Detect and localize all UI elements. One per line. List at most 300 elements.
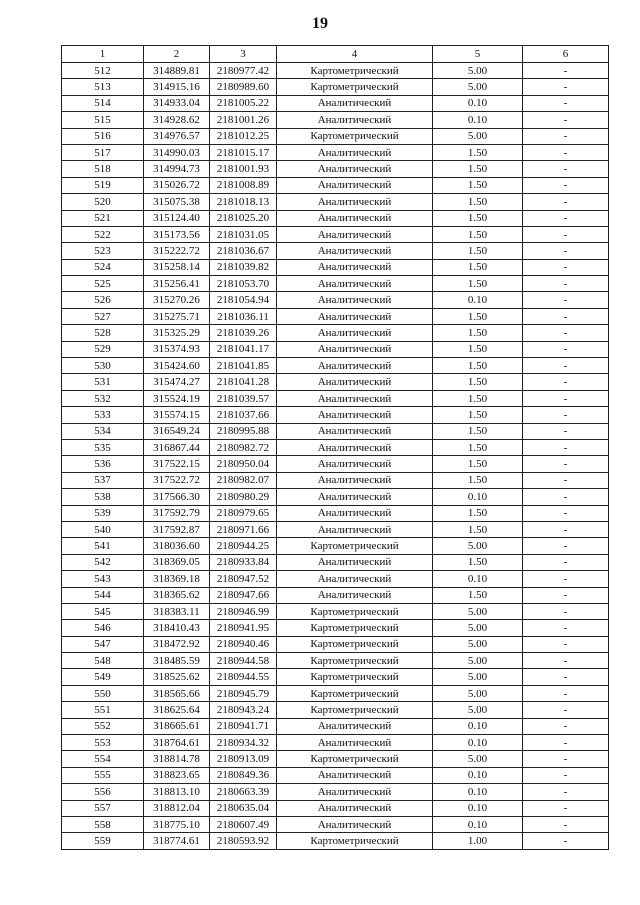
x-coordinate-cell: 315173.56 — [144, 226, 210, 242]
accuracy-cell: 0.10 — [433, 571, 523, 587]
y-coordinate-cell: 2181001.26 — [210, 112, 277, 128]
point-number-cell: 556 — [62, 784, 144, 800]
table-row — [62, 390, 609, 406]
x-coordinate-cell: 314915.16 — [144, 79, 210, 95]
table-row — [62, 685, 609, 701]
description-cell: - — [523, 603, 609, 619]
x-coordinate-cell: 314976.57 — [144, 128, 210, 144]
x-coordinate-cell: 315124.40 — [144, 210, 210, 226]
y-coordinate-cell: 2180944.58 — [210, 653, 277, 669]
method-cell: Аналитический — [277, 472, 433, 488]
table-row — [62, 767, 609, 783]
table-row — [62, 718, 609, 734]
description-cell: - — [523, 112, 609, 128]
method-cell: Картометрический — [277, 751, 433, 767]
x-coordinate-cell: 317522.15 — [144, 456, 210, 472]
y-coordinate-cell: 2181041.17 — [210, 341, 277, 357]
y-coordinate-cell: 2181054.94 — [210, 292, 277, 308]
y-coordinate-cell: 2180944.25 — [210, 538, 277, 554]
column-header-5: 5 — [433, 46, 523, 63]
x-coordinate-cell: 318775.10 — [144, 816, 210, 832]
point-number-cell: 546 — [62, 620, 144, 636]
x-coordinate-cell: 315524.19 — [144, 390, 210, 406]
accuracy-cell: 0.10 — [433, 767, 523, 783]
method-cell: Аналитический — [277, 423, 433, 439]
method-cell: Аналитический — [277, 718, 433, 734]
method-cell: Аналитический — [277, 767, 433, 783]
table-row — [62, 358, 609, 374]
x-coordinate-cell: 316549.24 — [144, 423, 210, 439]
column-header-4: 4 — [277, 46, 433, 63]
point-number-cell: 554 — [62, 751, 144, 767]
accuracy-cell: 1.50 — [433, 144, 523, 160]
table-row — [62, 95, 609, 111]
method-cell: Аналитический — [277, 358, 433, 374]
description-cell: - — [523, 292, 609, 308]
accuracy-cell: 5.00 — [433, 653, 523, 669]
accuracy-cell: 5.00 — [433, 620, 523, 636]
coordinates-table — [61, 45, 609, 850]
x-coordinate-cell: 318764.61 — [144, 735, 210, 751]
description-cell: - — [523, 767, 609, 783]
method-cell: Картометрический — [277, 653, 433, 669]
y-coordinate-cell: 2180977.42 — [210, 63, 277, 79]
description-cell: - — [523, 833, 609, 849]
y-coordinate-cell: 2181039.82 — [210, 259, 277, 275]
point-number-cell: 532 — [62, 390, 144, 406]
table-row — [62, 784, 609, 800]
point-number-cell: 522 — [62, 226, 144, 242]
x-coordinate-cell: 315222.72 — [144, 243, 210, 259]
x-coordinate-cell: 315256.41 — [144, 276, 210, 292]
x-coordinate-cell: 318665.61 — [144, 718, 210, 734]
method-cell: Аналитический — [277, 177, 433, 193]
description-cell: - — [523, 472, 609, 488]
point-number-cell: 541 — [62, 538, 144, 554]
point-number-cell: 525 — [62, 276, 144, 292]
y-coordinate-cell: 2181036.11 — [210, 308, 277, 324]
method-cell: Аналитический — [277, 325, 433, 341]
table-row — [62, 505, 609, 521]
x-coordinate-cell: 318625.64 — [144, 702, 210, 718]
table-row — [62, 603, 609, 619]
table-row — [62, 489, 609, 505]
y-coordinate-cell: 2180944.55 — [210, 669, 277, 685]
x-coordinate-cell: 315374.93 — [144, 341, 210, 357]
table-row — [62, 161, 609, 177]
accuracy-cell: 5.00 — [433, 669, 523, 685]
description-cell: - — [523, 341, 609, 357]
accuracy-cell: 0.10 — [433, 718, 523, 734]
point-number-cell: 517 — [62, 144, 144, 160]
y-coordinate-cell: 2181037.66 — [210, 407, 277, 423]
table-row — [62, 554, 609, 570]
point-number-cell: 520 — [62, 194, 144, 210]
table-row — [62, 800, 609, 816]
y-coordinate-cell: 2181041.85 — [210, 358, 277, 374]
accuracy-cell: 1.50 — [433, 210, 523, 226]
description-cell: - — [523, 95, 609, 111]
x-coordinate-cell: 318369.18 — [144, 571, 210, 587]
description-cell: - — [523, 128, 609, 144]
y-coordinate-cell: 2180849.36 — [210, 767, 277, 783]
x-coordinate-cell: 318812.04 — [144, 800, 210, 816]
description-cell: - — [523, 423, 609, 439]
table-row — [62, 144, 609, 160]
method-cell: Аналитический — [277, 374, 433, 390]
y-coordinate-cell: 2181015.17 — [210, 144, 277, 160]
accuracy-cell: 1.50 — [433, 390, 523, 406]
method-cell: Аналитический — [277, 571, 433, 587]
description-cell: - — [523, 194, 609, 210]
description-cell: - — [523, 816, 609, 832]
x-coordinate-cell: 315075.38 — [144, 194, 210, 210]
accuracy-cell: 1.50 — [433, 243, 523, 259]
y-coordinate-cell: 2180947.52 — [210, 571, 277, 587]
point-number-cell: 544 — [62, 587, 144, 603]
accuracy-cell: 0.10 — [433, 112, 523, 128]
method-cell: Аналитический — [277, 407, 433, 423]
method-cell: Аналитический — [277, 489, 433, 505]
description-cell: - — [523, 243, 609, 259]
method-cell: Аналитический — [277, 308, 433, 324]
description-cell: - — [523, 751, 609, 767]
x-coordinate-cell: 315258.14 — [144, 259, 210, 275]
method-cell: Картометрический — [277, 79, 433, 95]
method-cell: Аналитический — [277, 505, 433, 521]
y-coordinate-cell: 2181053.70 — [210, 276, 277, 292]
method-cell: Аналитический — [277, 194, 433, 210]
x-coordinate-cell: 318383.11 — [144, 603, 210, 619]
accuracy-cell: 0.10 — [433, 292, 523, 308]
point-number-cell: 531 — [62, 374, 144, 390]
method-cell: Картометрический — [277, 620, 433, 636]
method-cell: Картометрический — [277, 128, 433, 144]
accuracy-cell: 1.50 — [433, 259, 523, 275]
method-cell: Аналитический — [277, 292, 433, 308]
y-coordinate-cell: 2181001.93 — [210, 161, 277, 177]
point-number-cell: 542 — [62, 554, 144, 570]
x-coordinate-cell: 314990.03 — [144, 144, 210, 160]
point-number-cell: 529 — [62, 341, 144, 357]
point-number-cell: 540 — [62, 521, 144, 537]
x-coordinate-cell: 318485.59 — [144, 653, 210, 669]
page-number: 19 — [312, 15, 328, 32]
method-cell: Аналитический — [277, 735, 433, 751]
y-coordinate-cell: 2181036.67 — [210, 243, 277, 259]
table-row — [62, 374, 609, 390]
table-row — [62, 276, 609, 292]
accuracy-cell: 5.00 — [433, 79, 523, 95]
description-cell: - — [523, 538, 609, 554]
description-cell: - — [523, 308, 609, 324]
point-number-cell: 545 — [62, 603, 144, 619]
table-row — [62, 439, 609, 455]
y-coordinate-cell: 2180982.07 — [210, 472, 277, 488]
table-row — [62, 620, 609, 636]
x-coordinate-cell: 318774.61 — [144, 833, 210, 849]
y-coordinate-cell: 2180941.71 — [210, 718, 277, 734]
y-coordinate-cell: 2180943.24 — [210, 702, 277, 718]
accuracy-cell: 0.10 — [433, 735, 523, 751]
description-cell: - — [523, 521, 609, 537]
point-number-cell: 553 — [62, 735, 144, 751]
point-number-cell: 533 — [62, 407, 144, 423]
method-cell: Картометрический — [277, 833, 433, 849]
method-cell: Аналитический — [277, 456, 433, 472]
table-row — [62, 587, 609, 603]
point-number-cell: 526 — [62, 292, 144, 308]
x-coordinate-cell: 315574.15 — [144, 407, 210, 423]
point-number-cell: 538 — [62, 489, 144, 505]
point-number-cell: 521 — [62, 210, 144, 226]
accuracy-cell: 1.00 — [433, 833, 523, 849]
x-coordinate-cell: 314933.04 — [144, 95, 210, 111]
accuracy-cell: 1.50 — [433, 194, 523, 210]
accuracy-cell: 1.50 — [433, 554, 523, 570]
point-number-cell: 534 — [62, 423, 144, 439]
accuracy-cell: 1.50 — [433, 472, 523, 488]
description-cell: - — [523, 800, 609, 816]
description-cell: - — [523, 718, 609, 734]
y-coordinate-cell: 2180982.72 — [210, 439, 277, 455]
table-row — [62, 112, 609, 128]
y-coordinate-cell: 2180980.29 — [210, 489, 277, 505]
accuracy-cell: 5.00 — [433, 636, 523, 652]
point-number-cell: 548 — [62, 653, 144, 669]
description-cell: - — [523, 161, 609, 177]
table-row — [62, 456, 609, 472]
method-cell: Аналитический — [277, 341, 433, 357]
point-number-cell: 527 — [62, 308, 144, 324]
point-number-cell: 551 — [62, 702, 144, 718]
point-number-cell: 536 — [62, 456, 144, 472]
method-cell: Аналитический — [277, 521, 433, 537]
description-cell: - — [523, 63, 609, 79]
table-row — [62, 292, 609, 308]
accuracy-cell: 1.50 — [433, 374, 523, 390]
x-coordinate-cell: 317592.79 — [144, 505, 210, 521]
description-cell: - — [523, 702, 609, 718]
y-coordinate-cell: 2180593.92 — [210, 833, 277, 849]
accuracy-cell: 1.50 — [433, 177, 523, 193]
point-number-cell: 557 — [62, 800, 144, 816]
y-coordinate-cell: 2181018.13 — [210, 194, 277, 210]
table-row — [62, 751, 609, 767]
method-cell: Картометрический — [277, 63, 433, 79]
y-coordinate-cell: 2181041.28 — [210, 374, 277, 390]
accuracy-cell: 5.00 — [433, 685, 523, 701]
method-cell: Аналитический — [277, 587, 433, 603]
method-cell: Аналитический — [277, 554, 433, 570]
table-row — [62, 521, 609, 537]
table-row — [62, 63, 609, 79]
point-number-cell: 547 — [62, 636, 144, 652]
table-row — [62, 472, 609, 488]
x-coordinate-cell: 318814.78 — [144, 751, 210, 767]
accuracy-cell: 5.00 — [433, 603, 523, 619]
method-cell: Аналитический — [277, 95, 433, 111]
description-cell: - — [523, 325, 609, 341]
point-number-cell: 537 — [62, 472, 144, 488]
column-header-6: 6 — [523, 46, 609, 63]
method-cell: Аналитический — [277, 226, 433, 242]
point-number-cell: 519 — [62, 177, 144, 193]
y-coordinate-cell: 2180635.04 — [210, 800, 277, 816]
header-row — [62, 46, 609, 63]
y-coordinate-cell: 2180607.49 — [210, 816, 277, 832]
method-cell: Картометрический — [277, 636, 433, 652]
x-coordinate-cell: 317592.87 — [144, 521, 210, 537]
x-coordinate-cell: 318410.43 — [144, 620, 210, 636]
table-row — [62, 423, 609, 439]
y-coordinate-cell: 2180913.09 — [210, 751, 277, 767]
method-cell: Аналитический — [277, 390, 433, 406]
accuracy-cell: 1.50 — [433, 341, 523, 357]
point-number-cell: 543 — [62, 571, 144, 587]
description-cell: - — [523, 636, 609, 652]
accuracy-cell: 0.10 — [433, 489, 523, 505]
accuracy-cell: 1.50 — [433, 439, 523, 455]
table-row — [62, 407, 609, 423]
y-coordinate-cell: 2180663.39 — [210, 784, 277, 800]
point-number-cell: 523 — [62, 243, 144, 259]
y-coordinate-cell: 2180971.66 — [210, 521, 277, 537]
accuracy-cell: 1.50 — [433, 276, 523, 292]
y-coordinate-cell: 2181012.25 — [210, 128, 277, 144]
table-row — [62, 259, 609, 275]
description-cell: - — [523, 784, 609, 800]
method-cell: Аналитический — [277, 161, 433, 177]
x-coordinate-cell: 318365.62 — [144, 587, 210, 603]
x-coordinate-cell: 316867.44 — [144, 439, 210, 455]
accuracy-cell: 1.50 — [433, 407, 523, 423]
method-cell: Аналитический — [277, 784, 433, 800]
y-coordinate-cell: 2180995.88 — [210, 423, 277, 439]
accuracy-cell: 0.10 — [433, 816, 523, 832]
accuracy-cell: 5.00 — [433, 751, 523, 767]
point-number-cell: 530 — [62, 358, 144, 374]
table-row — [62, 816, 609, 832]
method-cell: Аналитический — [277, 112, 433, 128]
table-row — [62, 702, 609, 718]
description-cell: - — [523, 735, 609, 751]
x-coordinate-cell: 318369.05 — [144, 554, 210, 570]
x-coordinate-cell: 315474.27 — [144, 374, 210, 390]
table-row — [62, 538, 609, 554]
table-row — [62, 636, 609, 652]
y-coordinate-cell: 2181039.57 — [210, 390, 277, 406]
description-cell: - — [523, 276, 609, 292]
x-coordinate-cell: 315325.29 — [144, 325, 210, 341]
description-cell: - — [523, 653, 609, 669]
x-coordinate-cell: 314889.81 — [144, 63, 210, 79]
description-cell: - — [523, 390, 609, 406]
description-cell: - — [523, 571, 609, 587]
accuracy-cell: 1.50 — [433, 358, 523, 374]
table-row — [62, 308, 609, 324]
y-coordinate-cell: 2180940.46 — [210, 636, 277, 652]
table-row — [62, 325, 609, 341]
point-number-cell: 515 — [62, 112, 144, 128]
method-cell: Аналитический — [277, 243, 433, 259]
point-number-cell: 552 — [62, 718, 144, 734]
table-row — [62, 194, 609, 210]
description-cell: - — [523, 210, 609, 226]
accuracy-cell: 1.50 — [433, 226, 523, 242]
y-coordinate-cell: 2181008.89 — [210, 177, 277, 193]
table-row — [62, 669, 609, 685]
y-coordinate-cell: 2181005.22 — [210, 95, 277, 111]
x-coordinate-cell: 314928.62 — [144, 112, 210, 128]
y-coordinate-cell: 2180945.79 — [210, 685, 277, 701]
table-row — [62, 177, 609, 193]
x-coordinate-cell: 315275.71 — [144, 308, 210, 324]
description-cell: - — [523, 505, 609, 521]
accuracy-cell: 0.10 — [433, 784, 523, 800]
point-number-cell: 528 — [62, 325, 144, 341]
point-number-cell: 524 — [62, 259, 144, 275]
description-cell: - — [523, 407, 609, 423]
table-row — [62, 653, 609, 669]
table-body — [62, 63, 609, 850]
y-coordinate-cell: 2180979.65 — [210, 505, 277, 521]
y-coordinate-cell: 2180946.99 — [210, 603, 277, 619]
y-coordinate-cell: 2180933.84 — [210, 554, 277, 570]
method-cell: Аналитический — [277, 259, 433, 275]
description-cell: - — [523, 685, 609, 701]
accuracy-cell: 1.50 — [433, 505, 523, 521]
accuracy-cell: 1.50 — [433, 325, 523, 341]
method-cell: Аналитический — [277, 800, 433, 816]
point-number-cell: 516 — [62, 128, 144, 144]
description-cell: - — [523, 489, 609, 505]
table-row — [62, 226, 609, 242]
table-row — [62, 243, 609, 259]
y-coordinate-cell: 2180934.32 — [210, 735, 277, 751]
y-coordinate-cell: 2180989.60 — [210, 79, 277, 95]
point-number-cell: 518 — [62, 161, 144, 177]
x-coordinate-cell: 318813.10 — [144, 784, 210, 800]
accuracy-cell: 5.00 — [433, 128, 523, 144]
method-cell: Картометрический — [277, 538, 433, 554]
method-cell: Картометрический — [277, 669, 433, 685]
description-cell: - — [523, 620, 609, 636]
table-row — [62, 79, 609, 95]
point-number-cell: 559 — [62, 833, 144, 849]
description-cell: - — [523, 439, 609, 455]
point-number-cell: 539 — [62, 505, 144, 521]
table-row — [62, 128, 609, 144]
description-cell: - — [523, 669, 609, 685]
point-number-cell: 550 — [62, 685, 144, 701]
method-cell: Аналитический — [277, 439, 433, 455]
method-cell: Аналитический — [277, 816, 433, 832]
point-number-cell: 514 — [62, 95, 144, 111]
method-cell: Аналитический — [277, 210, 433, 226]
y-coordinate-cell: 2181039.26 — [210, 325, 277, 341]
accuracy-cell: 1.50 — [433, 587, 523, 603]
column-header-3: 3 — [210, 46, 277, 63]
x-coordinate-cell: 315026.72 — [144, 177, 210, 193]
y-coordinate-cell: 2180941.95 — [210, 620, 277, 636]
description-cell: - — [523, 554, 609, 570]
description-cell: - — [523, 358, 609, 374]
y-coordinate-cell: 2180947.66 — [210, 587, 277, 603]
point-number-cell: 555 — [62, 767, 144, 783]
description-cell: - — [523, 144, 609, 160]
description-cell: - — [523, 226, 609, 242]
